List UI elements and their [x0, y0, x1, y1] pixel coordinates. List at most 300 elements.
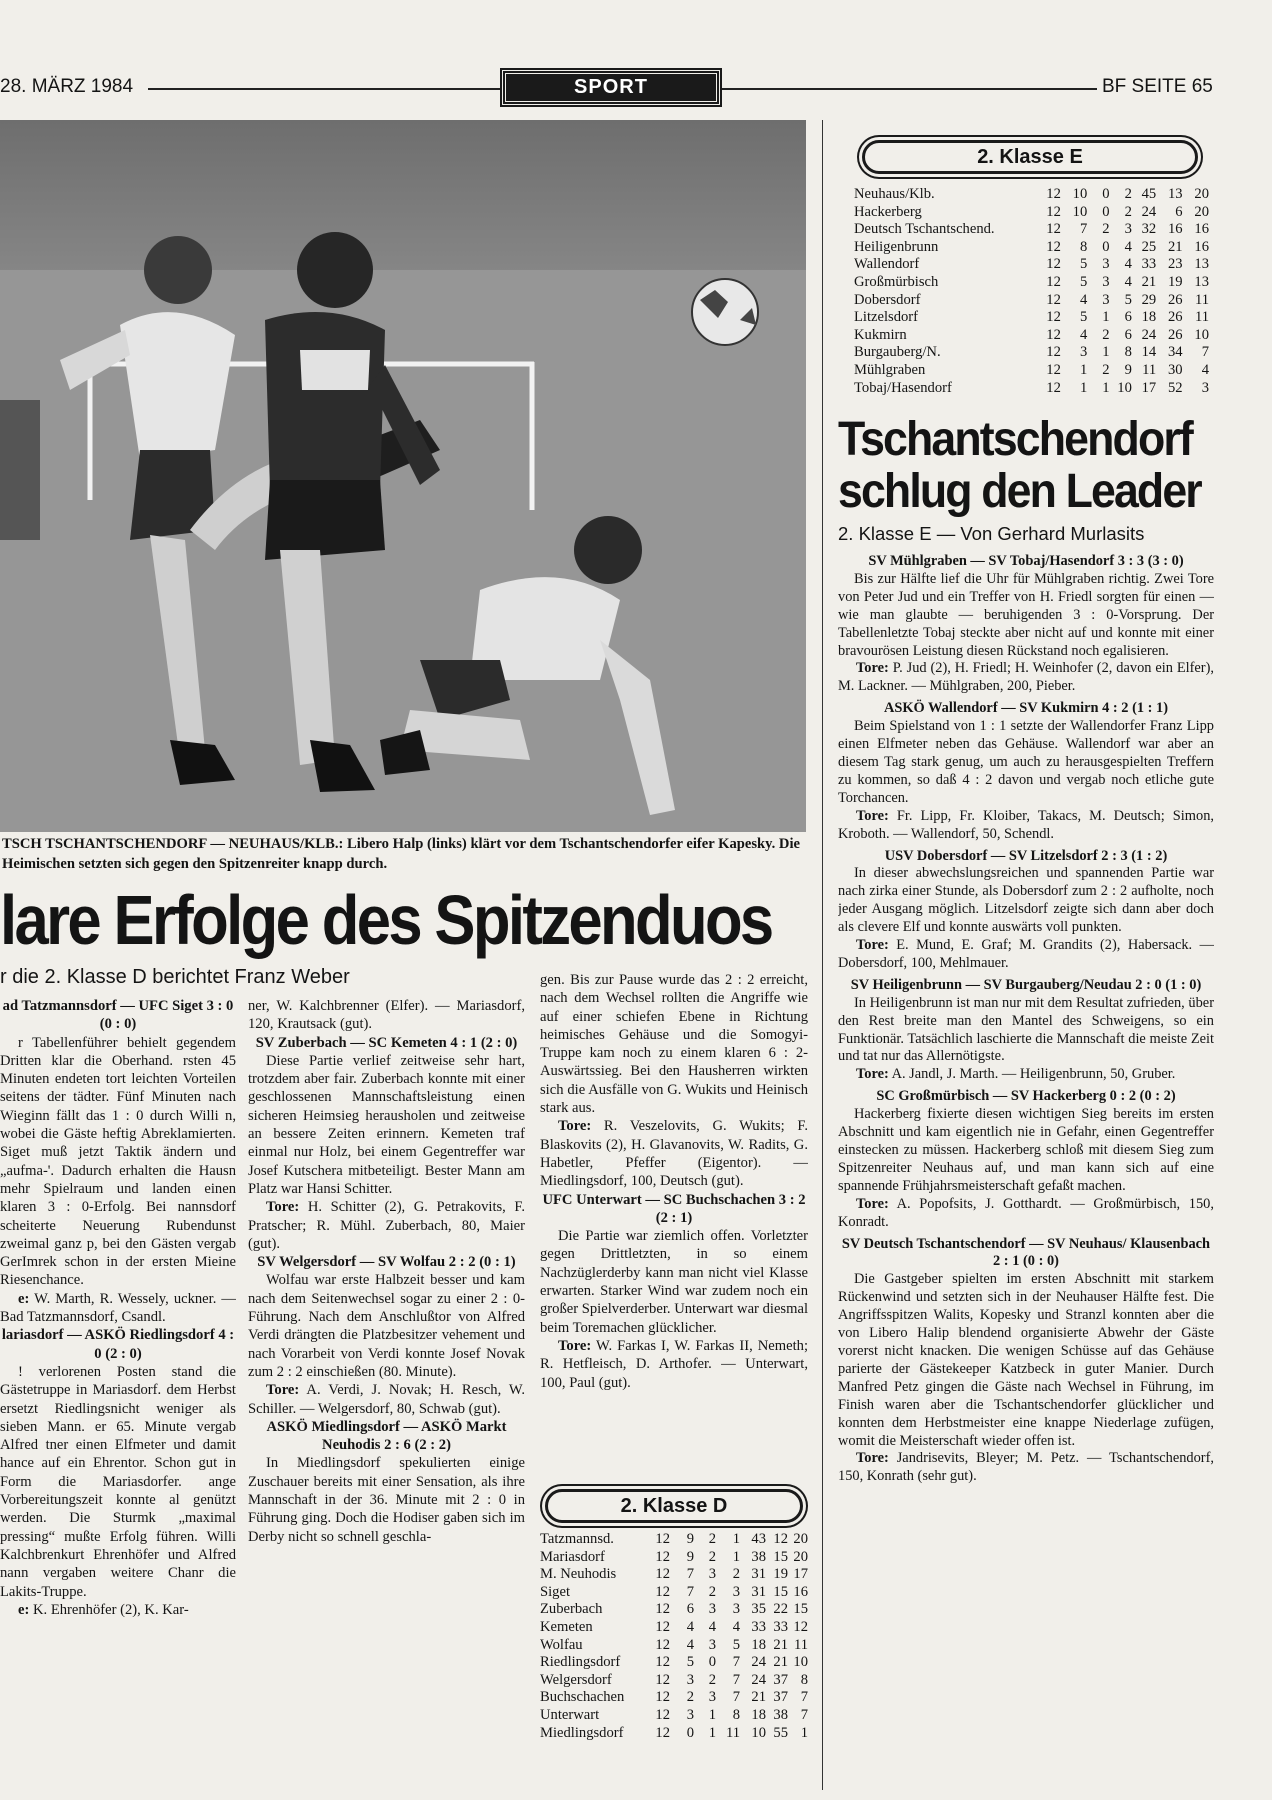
article-paragraph: gen. Bis zur Pause wurde das 2 : 2 erreicht, nach dem Wechsel rollten die Angriffe wie auf einer schiefen Ebene in Richtung heimisches Gehäuse und die Somogyi-Truppe kam noch zu einem klaren 6 : 2-Auswärtssieg. Bei den Hausherren wirkten sich die Ausfälle von G. Wukits und Heinisch stark aus. [540, 972, 808, 1117]
scorers-line [838, 1066, 1214, 1084]
stat-cell: 20 [1194, 203, 1209, 220]
stat-cell: 10 [1072, 203, 1088, 220]
stat-cell: 4 [1079, 326, 1088, 343]
stat-cell: 20 [793, 1548, 808, 1565]
stat-cell: 52 [1167, 379, 1183, 396]
stat-cell: 13 [1167, 186, 1183, 202]
scorers-line [838, 808, 1214, 844]
team-name: Kukmirn [854, 326, 907, 343]
scorers-line [838, 1450, 1214, 1486]
stat-cell: 21 [751, 1689, 766, 1706]
stat-cell: 7 [800, 1689, 808, 1706]
table-row [540, 1672, 808, 1690]
match-heading: ad Tatzmannsdorf — UFC Siget 3 : 0 (0 : 0) [2, 998, 234, 1033]
table-row [854, 186, 1209, 204]
stat-cell: 8 [800, 1671, 808, 1688]
stat-cell: 11 [1142, 361, 1157, 378]
stat-cell: 1 [732, 1531, 740, 1547]
standings-table-d [540, 1531, 808, 1742]
stat-cell: 33 [773, 1618, 788, 1635]
stat-cell: 21 [773, 1636, 788, 1653]
match-photo-image [0, 120, 806, 832]
stat-cell: 21 [773, 1654, 788, 1671]
team-name: Welgersdorf [540, 1671, 612, 1688]
match-photo [0, 120, 806, 832]
stat-cell: 1 [708, 1706, 716, 1723]
stat-cell: 8 [732, 1706, 740, 1723]
stat-cell: 38 [773, 1706, 788, 1723]
stat-cell: 2 [708, 1671, 716, 1688]
team-name: Neuhaus/Klb. [854, 186, 935, 202]
stat-cell: 2 [1124, 203, 1132, 220]
article-paragraph: r Tabellenführer behielt gegendem Dritten klar die Oberhand. rsten 45 Minuten endeten tort leichten Vorteilen seitens der tädter. Fünf Minuten nach Wieginn fällt das 1 : 0 durch Willi n, wobei die Gäste heftig Abreklamierten. Siget muß jetzt Taktik ändern und „aufma-'. Dadurch erhalten die Hausn mehr Spielraum und landen einen klaren 3 : 0-Erfolg. Bei nannsdorf scheiterte Neuerung Rubendunst zweimal ganz p, bei den Gästen vergab GerImrek schon in der ersten Mieine Riesenchance. [0, 1034, 236, 1289]
stat-cell: 12 [655, 1654, 670, 1671]
scorers-line [838, 660, 1214, 696]
left-article-byline: r die 2. Klasse D berichtet Franz Weber [0, 966, 350, 988]
stat-cell: 6 [1124, 309, 1132, 326]
match-heading: SV Deutsch Tschantschendorf — SV Neuhaus/ Klausenbach 2 : 1 (0 : 0) [841, 1235, 1211, 1270]
stat-cell: 8 [1124, 344, 1132, 361]
stat-cell: 10 [1117, 379, 1132, 396]
stat-cell: 2 [732, 1566, 740, 1583]
table-row [854, 344, 1209, 362]
stat-cell: 12 [1046, 273, 1061, 290]
team-name: Wolfau [540, 1636, 583, 1653]
stat-cell: 1 [1102, 309, 1110, 326]
team-name: Riedlingsdorf [540, 1654, 621, 1671]
stat-cell: 13 [1194, 273, 1209, 290]
table-row [854, 274, 1209, 292]
header-rule-left [148, 88, 500, 90]
stat-cell: 7 [1079, 221, 1088, 238]
stat-cell: 2 [686, 1689, 694, 1706]
table-row [540, 1654, 808, 1672]
match-heading: SV Mühlgraben — SV Tobaj/Hasendorf 3 : 3 (3 : 0) [868, 553, 1184, 569]
stat-cell: 7 [1201, 344, 1209, 361]
scorers-line [0, 1601, 236, 1619]
scorers-label: Tore: [856, 937, 889, 954]
stat-cell: 16 [1194, 221, 1209, 238]
table-d-title: 2. Klasse D [545, 1489, 803, 1523]
stat-cell: 0 [1102, 203, 1110, 220]
stat-cell: 12 [655, 1706, 670, 1723]
stat-cell: 20 [1194, 186, 1209, 202]
stat-cell: 4 [686, 1618, 694, 1635]
stat-cell: 29 [1141, 291, 1157, 308]
stat-cell: 3 [732, 1601, 740, 1618]
stat-cell: 4 [732, 1618, 740, 1635]
right-article-byline: 2. Klasse E — Von Gerhard Murlasits [838, 523, 1145, 544]
stat-cell: 14 [1141, 344, 1157, 361]
table-row [854, 204, 1209, 222]
stat-cell: 12 [655, 1689, 670, 1706]
stat-cell: 7 [732, 1689, 740, 1706]
match-heading: SC Großmürbisch — SV Hackerberg 0 : 2 (0 : 2) [876, 1088, 1176, 1105]
stat-cell: 1 [1102, 344, 1110, 361]
stat-cell: 15 [773, 1583, 788, 1600]
stat-cell: 1 [732, 1548, 740, 1565]
stat-cell: 32 [1141, 221, 1157, 238]
stat-cell: 12 [793, 1618, 808, 1635]
article-paragraph: ner, W. Kalchbrenner (Elfer). — Mariasdorf, 120, Krautsack (gut). [248, 998, 525, 1033]
article-paragraph: In dieser abwechslungsreichen und spannenden Partie war nach zirka einer Stunde, als Dobersdorf zum 2 : 2 aufholte, noch jeder Ausgang möglich. Litzelsdorf zeigte sich dann aber doch als clevere Elf und konnte auswärts voll punkten. [838, 865, 1214, 936]
stat-cell: 10 [751, 1724, 766, 1741]
stat-cell: 4 [1124, 256, 1132, 273]
stat-cell: 12 [1046, 361, 1061, 378]
scorers-label: Tore: [856, 807, 889, 824]
scorers-label: Tore: [856, 1066, 889, 1083]
stat-cell: 4 [1201, 361, 1209, 378]
match-heading: SV Welgersdorf — SV Wolfau 2 : 2 (0 : 1) [257, 1254, 516, 1271]
stat-cell: 10 [1194, 326, 1209, 343]
stat-cell: 3 [1079, 344, 1088, 361]
stat-cell: 0 [1102, 186, 1110, 202]
scorers-text: K. Ehrenhöfer (2), K. Kar- [33, 1601, 189, 1618]
stat-cell: 16 [1194, 238, 1209, 255]
stat-cell: 1 [1079, 379, 1088, 396]
stat-cell: 37 [773, 1671, 788, 1688]
stat-cell: 9 [686, 1531, 694, 1547]
stat-cell: 3 [686, 1671, 694, 1688]
stat-cell: 26 [1167, 291, 1183, 308]
stat-cell: 30 [1167, 361, 1183, 378]
table-e-title: 2. Klasse E [862, 140, 1198, 174]
stat-cell: 2 [1102, 326, 1110, 343]
stat-cell: 9 [1124, 361, 1132, 378]
stat-cell: 5 [1079, 309, 1088, 326]
stat-cell: 12 [1046, 186, 1061, 202]
stat-cell: 12 [1046, 238, 1061, 255]
stat-cell: 4 [1124, 238, 1132, 255]
stat-cell: 33 [751, 1618, 766, 1635]
right-headline-line-1: Tschantschendorf [838, 413, 1192, 466]
team-name: Miedlingsdorf [540, 1724, 624, 1741]
team-name: Mühlgraben [854, 361, 926, 378]
header-rule-right [722, 88, 1097, 90]
stat-cell: 7 [686, 1566, 694, 1583]
stat-cell: 23 [1167, 256, 1183, 273]
table-row [854, 362, 1209, 380]
scorers-text: W. Farkas I, W. Farkas II, Nemeth; R. Hetfleisch, D. Arthofer. — Unterwart, 100, Paul (gut). [540, 1337, 808, 1391]
stat-cell: 12 [655, 1548, 670, 1565]
stat-cell: 7 [732, 1654, 740, 1671]
scorers-label: Tore: [856, 1450, 889, 1467]
stat-cell: 2 [708, 1583, 716, 1600]
stat-cell: 33 [1141, 256, 1157, 273]
table-row [540, 1689, 808, 1707]
team-name: Mariasdorf [540, 1548, 605, 1565]
stat-cell: 22 [773, 1601, 788, 1618]
article-column-1 [0, 997, 236, 1787]
team-name: Buchschachen [540, 1689, 625, 1706]
team-name: Deutsch Tschantschend. [854, 221, 995, 238]
scorers-text: E. Mund, E. Graf; M. Grandits (2), Habersack. — Dobersdorf, 100, Mehlmauer. [838, 937, 1214, 971]
article-paragraph: In Heiligenbrunn ist man nur mit dem Resultat zufrieden, über den Rest breite man den Mantel des Schweigens, so ein Funktionär. Tatsächlich laschierte die Mannschaft die meiste Zeit und tat nur das Allernötigste. [838, 994, 1214, 1065]
scorers-line [248, 1198, 525, 1253]
article-paragraph: Hackerberg fixierte diesen wichtigen Sieg bereits im ersten Abschnitt und kam eigentlich nie in Gefahr, einen Gegentreffer einstecken zu müssen. Hackerberg schloß mit diesem Sieg zum Spitzenreiter Neuhaus auf, und man kann sich auf eine spannende Frühjahrsmeisterschaft gefaßt machen. [838, 1106, 1214, 1194]
stat-cell: 43 [751, 1531, 766, 1547]
scorers-text: H. Schitter (2), G. Petrakovits, F. Pratscher; R. Mühl. Zuberbach, 80, Maier (gut). [248, 1199, 525, 1252]
article-paragraph: In Miedlingsdorf spekulierten einige Zuschauer bereits mit einer Sensation, als ihre Mannschaft in der 36. Minute mit 2 : 0 in Führung ging. Doch die Hodiser gaben sich im Derby nicht so schnell geschla- [248, 1455, 525, 1545]
stat-cell: 34 [1167, 344, 1183, 361]
scorers-text: Fr. Lipp, Fr. Kloiber, Takacs, M. Deutsch; Simon, Kroboth. — Wallendorf, 50, Schendl. [838, 807, 1214, 842]
scorers-text: A. Popofsits, J. Gotthardt. — Großmürbisch, 150, Konradt. [838, 1195, 1214, 1230]
stat-cell: 3 [708, 1566, 716, 1583]
stat-cell: 6 [1124, 326, 1132, 343]
team-name: Tobaj/Hasendorf [854, 379, 952, 396]
table-row [854, 256, 1209, 274]
stat-cell: 2 [708, 1548, 716, 1565]
left-article-headline: lare Erfolge des Spitzenduos [0, 881, 772, 959]
table-row [540, 1707, 808, 1725]
stat-cell: 55 [773, 1724, 788, 1741]
stat-cell: 25 [1141, 238, 1157, 255]
article-paragraph: Beim Spielstand von 1 : 1 setzte der Wallendorfer Franz Lipp einen Elfmeter neben das Gehäuse. Wallendorf war aber an diesem Tag stark genug, um auch zu herausgespielten Treffern zu kommen, so daß 4 : 2 davon und vergab noch etliche gute Torchancen. [838, 718, 1214, 806]
stat-cell: 24 [751, 1654, 766, 1671]
stat-cell: 7 [686, 1583, 694, 1600]
stat-cell: 11 [1194, 291, 1209, 308]
stat-cell: 5 [732, 1636, 740, 1653]
stat-cell: 4 [1079, 291, 1088, 308]
stat-cell: 26 [1167, 326, 1183, 343]
scorers-label: Tore: [856, 660, 889, 677]
stat-cell: 37 [773, 1689, 788, 1706]
stat-cell: 18 [1141, 309, 1157, 326]
table-row [540, 1531, 808, 1549]
stat-cell: 6 [686, 1601, 694, 1618]
match-heading: ASKÖ Miedlingsdorf — ASKÖ Markt Neuhodis 2 : 6 (2 : 2) [266, 1418, 507, 1454]
stat-cell: 1 [800, 1724, 808, 1741]
article-paragraph: Diese Partie verlief zeitweise sehr hart, trotzdem aber fair. Zuberbach konnte mit einer geschlossenen Mannschaftsleistung einen sicheren Heimsieg herausholen und zeitweise an bessere Zeiten erinnern. Kemeten traf einmal nur Holz, bei einem Gegentreffer war Josef Kutschera mitbeteiligt. Bester Mann am Platz war Hansi Schitter. [248, 1052, 525, 1197]
table-row [540, 1619, 808, 1637]
table-row [540, 1637, 808, 1655]
stat-cell: 18 [751, 1706, 766, 1723]
stat-cell: 12 [1046, 203, 1061, 220]
stat-cell: 12 [1046, 309, 1061, 326]
team-name: Großmürbisch [854, 273, 939, 290]
scorers-text: A. Verdi, J. Novak; H. Resch, W. Schiller. — Welgersdorf, 80, Schwab (gut). [248, 1382, 525, 1417]
stat-cell: 24 [1141, 203, 1157, 220]
article-column-4 [838, 549, 1214, 1789]
match-heading: lariasdorf — ASKÖ Riedlingsdorf 4 : 0 (2 : 0) [1, 1327, 235, 1362]
article-column-3 [540, 971, 808, 1481]
right-headline-line-2: schlug den Leader [838, 465, 1201, 518]
stat-cell: 11 [793, 1636, 808, 1653]
stat-cell: 19 [1167, 273, 1183, 290]
team-name: Burgauberg/N. [854, 344, 941, 361]
match-heading: UFC Unterwart — SC Buchschachen 3 : 2 (2 : 1) [542, 1191, 806, 1226]
stat-cell: 12 [655, 1566, 670, 1583]
scorers-label: e: [18, 1290, 30, 1307]
team-name: Litzelsdorf [854, 309, 919, 326]
stat-cell: 12 [655, 1601, 670, 1618]
table-row [854, 380, 1209, 398]
scorers-line [248, 1381, 525, 1418]
article-paragraph: Die Partie war ziemlich offen. Vorletzter gegen Drittletzten, in so einem Nachzüglerderby kann man nicht viel Klasse erwarten. Starker Wind war zudem noch ein großer Spielverderber. Unterwart war diesmal beim Toremachen glücklicher. [540, 1228, 808, 1336]
scorers-label: Tore: [558, 1337, 592, 1354]
stat-cell: 0 [686, 1724, 694, 1741]
table-row [540, 1725, 808, 1743]
scorers-line [0, 1290, 236, 1327]
team-name: Kemeten [540, 1618, 593, 1635]
column-divider [822, 120, 823, 1790]
right-article-headline [838, 413, 1201, 518]
article-column-2 [248, 997, 525, 1787]
stat-cell: 1 [708, 1724, 716, 1741]
photo-caption: TSCH TSCHANTSCHENDORF — NEUHAUS/KLB.: Libero Halp (links) klärt vor dem Tschantschendorfer eifer Kapesky. Die Heimischen setzten sich gegen den Spitzenreiter knapp durch. [2, 836, 801, 872]
stat-cell: 24 [751, 1671, 766, 1688]
stat-cell: 12 [655, 1583, 670, 1600]
stat-cell: 5 [686, 1654, 694, 1671]
team-name: Tatzmannsd. [540, 1531, 614, 1547]
page-number: BF SEITE 65 [1102, 76, 1213, 97]
stat-cell: 8 [1079, 238, 1088, 255]
scorers-label: Tore: [856, 1195, 889, 1212]
scorers-label: Tore: [266, 1382, 300, 1399]
stat-cell: 12 [1046, 379, 1061, 396]
table-row [540, 1566, 808, 1584]
stat-cell: 12 [1046, 344, 1061, 361]
stat-cell: 15 [793, 1601, 808, 1618]
stat-cell: 17 [793, 1566, 808, 1583]
team-name: Hackerberg [854, 203, 922, 220]
stat-cell: 12 [773, 1531, 788, 1547]
scorers-text: P. Jud (2), H. Friedl; H. Weinhofer (2, davon ein Elfer), M. Lackner. — Mühlgraben, 200, Pieber. [838, 660, 1214, 695]
stat-cell: 19 [773, 1566, 788, 1583]
team-name: Unterwart [540, 1706, 600, 1723]
stat-cell: 16 [793, 1583, 808, 1600]
article-paragraph: Bis zur Hälfte lief die Uhr für Mühlgraben richtig. Zwei Tore von Peter Jud und ein Treffer von H. Friedl sorgten für einen — wie man glaubte — beruhigenden 3 : 0-Vorsprung. Der Tabellenletzte Tobaj steckte aber nicht auf und konnte mit einer bravourösen Leistung diesen Rückstand noch egalisieren. [838, 570, 1214, 659]
stat-cell: 2 [1102, 361, 1110, 378]
stat-cell: 2 [1124, 186, 1132, 202]
stat-cell: 2 [1102, 221, 1110, 238]
stat-cell: 3 [708, 1689, 716, 1706]
table-row [854, 327, 1209, 345]
match-heading: SV Heiligenbrunn — SV Burgauberg/Neudau 2 : 0 (1 : 0) [850, 976, 1202, 993]
stat-cell: 4 [686, 1636, 694, 1653]
stat-cell: 1 [1079, 361, 1088, 378]
team-name: Zuberbach [540, 1601, 603, 1618]
stat-cell: 13 [1194, 256, 1209, 273]
team-name: Wallendorf [854, 256, 920, 273]
stat-cell: 12 [655, 1724, 670, 1741]
table-row [854, 309, 1209, 327]
stat-cell: 3 [1201, 379, 1209, 396]
stat-cell: 2 [708, 1531, 716, 1547]
stat-cell: 11 [725, 1724, 740, 1741]
stat-cell: 45 [1141, 186, 1157, 202]
stat-cell: 12 [1046, 291, 1061, 308]
stat-cell: 5 [1079, 256, 1088, 273]
stat-cell: 12 [655, 1671, 670, 1688]
stat-cell: 12 [655, 1531, 670, 1547]
stat-cell: 3 [732, 1583, 740, 1600]
stat-cell: 5 [1124, 291, 1132, 308]
stat-cell: 3 [1124, 221, 1132, 238]
stat-cell: 17 [1141, 379, 1157, 396]
scorers-line [540, 1337, 808, 1392]
stat-cell: 12 [1046, 256, 1061, 273]
scorers-text: W. Marth, R. Wessely, uckner. — Bad Tatzmannsdorf, Csandl. [0, 1290, 236, 1326]
stat-cell: 6 [1175, 203, 1183, 220]
scorers-line [540, 1117, 808, 1190]
stat-cell: 9 [686, 1548, 694, 1565]
stat-cell: 12 [1046, 326, 1061, 343]
scorers-text: A. Jandl, J. Marth. — Heiligenbrunn, 50, Gruber. [891, 1066, 1176, 1083]
stat-cell: 3 [1102, 273, 1110, 290]
article-paragraph: Die Gastgeber spielten im ersten Abschnitt mit starkem Rückenwind und setzten sich in der Neuhauser Hälfte fest. Die Angriffsspitzen Walits, Kopesky und Stranzl konnten aber die von Libero Halip blendend organisierte Abwehr der Gäste vorerst nicht knacken. Die wenigen Schüsse auf das Gehäuse parierte der Gästekeeper Katzbeck in guter Manier. Durch Manfred Petz gingen die Gäste nach Wechsel in Führung, im Finish waren aber die Tschantschendorfer glücklicher und konnten dem Herbstmeister eine knappe Niederlage zufügen, womit die Meisterschaft wieder offen ist. [838, 1271, 1214, 1449]
stat-cell: 1 [1102, 379, 1110, 396]
table-row [540, 1601, 808, 1619]
stat-cell: 18 [751, 1636, 766, 1653]
scorers-line [838, 1196, 1214, 1232]
team-name: Dobersdorf [854, 291, 921, 308]
stat-cell: 10 [793, 1654, 808, 1671]
stat-cell: 4 [708, 1618, 716, 1635]
stat-cell: 15 [773, 1548, 788, 1565]
match-heading: ASKÖ Wallendorf — SV Kukmirn 4 : 2 (1 : 1) [883, 700, 1169, 717]
table-row [540, 1549, 808, 1567]
stat-cell: 26 [1167, 309, 1183, 326]
section-label: SPORT [502, 70, 720, 105]
article-paragraph: ! verlorenen Posten stand die Gästetruppe in Mariasdorf. dem Herbst ersetzt Riedlingsnicht weniger als sieben Mann. er 65. Minute vergab Alfred tner einen Elfmeter und damit hance auf ein Ehrentor. Schon gut in Form die Mariasdorfer. ange Vorbereitungszeit konnte al genützt werden. Die Sturmk „maximal pressing“ mußte Erfolg führen. Willi Kalchbrenkurt Ehrenhöfer und Alfred nann vergaben weitere Chanr die Lakits-Truppe. [0, 1363, 236, 1600]
stat-cell: 5 [1079, 273, 1088, 290]
stat-cell: 7 [800, 1706, 808, 1723]
team-name: M. Neuhodis [540, 1566, 617, 1583]
team-name: Siget [540, 1583, 570, 1600]
stat-cell: 3 [686, 1706, 694, 1723]
stat-cell: 12 [655, 1636, 670, 1653]
stat-cell: 12 [655, 1618, 670, 1635]
stat-cell: 16 [1167, 221, 1183, 238]
scorers-text: R. Veszelovits, G. Wukits; F. Blaskovits (2), H. Glavanovits, W. Radits, G. Habetler, Pfeffer (Eigentor). — Miedlingsdorf, 100, Deutsch (gut). [540, 1118, 808, 1190]
stat-cell: 21 [1141, 273, 1157, 290]
stat-cell: 10 [1072, 186, 1088, 202]
stat-cell: 31 [751, 1583, 766, 1600]
issue-date: 28. MÄRZ 1984 [0, 76, 134, 97]
stat-cell: 12 [1046, 221, 1061, 238]
table-row [540, 1584, 808, 1602]
stat-cell: 0 [1102, 238, 1110, 255]
stat-cell: 38 [751, 1548, 766, 1565]
stat-cell: 3 [708, 1636, 716, 1653]
stat-cell: 4 [1124, 273, 1132, 290]
article-paragraph: Wolfau war erste Halbzeit besser und kam nach dem Seitenwechsel sogar zu einer 2 : 0-Führung. Nach dem Anschlußtor von Alfred Verdi drängten die Platzbesitzer vehement und nach Vorarbeit von Verdi konnte Josef Novak zum 2 : 2 einschießen (80. Minute). [248, 1272, 525, 1380]
stat-cell: 3 [708, 1601, 716, 1618]
scorers-label: Tore: [558, 1118, 592, 1135]
table-row [854, 221, 1209, 239]
scorers-label: Tore: [266, 1199, 300, 1216]
stat-cell: 0 [708, 1654, 716, 1671]
table-row [854, 292, 1209, 310]
scorers-line [838, 937, 1214, 973]
standings-table-e [854, 186, 1209, 397]
stat-cell: 20 [793, 1531, 808, 1547]
stat-cell: 35 [751, 1601, 766, 1618]
stat-cell: 7 [732, 1671, 740, 1688]
match-heading: SV Zuberbach — SC Kemeten 4 : 1 (2 : 0) [255, 1034, 518, 1051]
match-heading: USV Dobersdorf — SV Litzelsdorf 2 : 3 (1 : 2) [884, 847, 1168, 864]
stat-cell: 31 [751, 1566, 766, 1583]
team-name: Heiligenbrunn [854, 238, 939, 255]
stat-cell: 3 [1102, 256, 1110, 273]
table-row [854, 239, 1209, 257]
stat-cell: 24 [1141, 326, 1157, 343]
stat-cell: 11 [1194, 309, 1209, 326]
stat-cell: 3 [1102, 291, 1110, 308]
scorers-text: Jandrisevits, Bleyer; M. Petz. — Tschantschendorf, 150, Konrath (sehr gut). [838, 1450, 1214, 1485]
stat-cell: 21 [1167, 238, 1183, 255]
